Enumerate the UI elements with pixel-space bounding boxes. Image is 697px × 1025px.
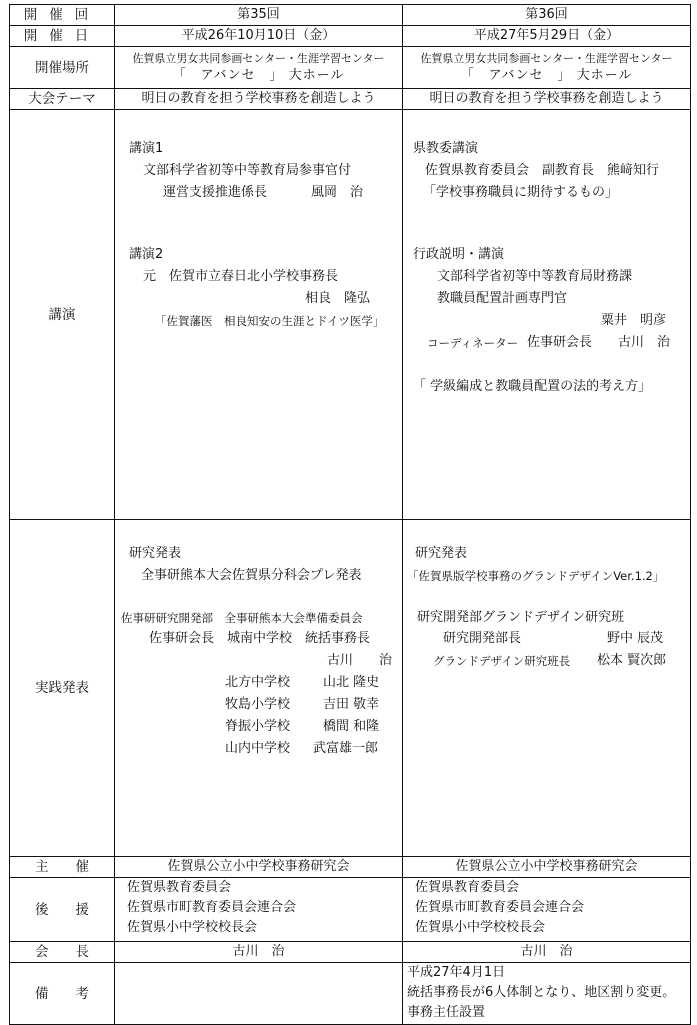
lecture-36	[403, 110, 691, 520]
lecture-36-l2-topic: 「 学級編成と教職員配置の法的考え方」	[413, 379, 652, 394]
host-36: 佐賀県公立小中学校事務研究会	[403, 857, 691, 878]
practice-36-group: 研究開発部グランドデザイン研究班	[417, 610, 625, 625]
lecture-35-l1-line1: 文部科学省初等中等教育局参事官付	[143, 163, 352, 178]
chair-35: 古川 治	[115, 942, 403, 963]
support-36-item: 佐賀県小中学校校長会	[415, 920, 546, 935]
label-theme: 大会テーマ	[10, 89, 115, 110]
date-35: 平成26年10月10日（金）	[115, 26, 403, 47]
lecture-36-l1-title: 県教委講演	[413, 141, 479, 156]
lecture-35-l1-title: 講演1	[129, 141, 164, 156]
label-practice: 実践発表	[10, 520, 115, 857]
lecture-36-l2-line1: 文部科学省初等中等教育局財務課	[437, 269, 633, 284]
label-date-text: 開催日	[23, 28, 101, 44]
label-lecture: 講演	[10, 110, 115, 520]
row-date	[10, 26, 691, 47]
label-venue: 開催場所	[10, 47, 115, 89]
row-host	[10, 857, 691, 878]
label-remarks: 備 考	[10, 963, 115, 1025]
practice-35-member-name: 吉田 敬幸	[323, 697, 380, 712]
practice-36	[403, 520, 691, 857]
remarks-36	[403, 963, 691, 1025]
support-35-item: 佐賀県小中学校校長会	[127, 920, 258, 935]
theme-35: 明日の教育を担う学校事務を創造しよう	[115, 89, 403, 110]
lecture-35-l2-name: 相良 隆弘	[305, 291, 371, 306]
lecture-36-coord: 佐事研会長 古川 治	[527, 335, 671, 350]
practice-36-topic: 「佐賀県版学校事務のグランドデザインVer.1.2」	[407, 569, 665, 583]
practice-35-member-school: 牧島小学校	[225, 697, 291, 712]
venue-36-line2: 「 アバンセ 」 大ホール	[460, 68, 633, 83]
practice-35-group: 佐事研研究開発部 全事研熊本大会準備委員会	[121, 611, 363, 625]
practice-36-row1-role: 研究開発部長	[443, 631, 522, 646]
remarks-36-line: 平成27年4月1日	[407, 965, 506, 980]
row-session	[10, 5, 691, 26]
practice-35-member-school: 脊振小学校	[225, 719, 291, 734]
venue-36	[403, 47, 691, 89]
practice-36-row2-role: グランドデザイン研究班長	[433, 654, 571, 668]
lecture-35-l1-name: 風岡 治	[311, 185, 364, 200]
lecture-35-l2-line1: 元 佐賀市立春日北小学校事務長	[143, 269, 339, 284]
row-chair	[10, 942, 691, 963]
support-36-item: 佐賀県教育委員会	[415, 880, 520, 895]
row-theme	[10, 89, 691, 110]
chair-36: 古川 治	[403, 942, 691, 963]
practice-36-title: 研究発表	[415, 546, 468, 561]
event-comparison-table-wrap	[9, 4, 690, 1025]
session-36: 第36回	[403, 5, 691, 26]
row-support	[10, 878, 691, 942]
practice-35-row1-name: 古川 治	[327, 653, 393, 668]
support-35	[115, 878, 403, 942]
remarks-36-line: 事務主任設置	[407, 1005, 486, 1020]
row-venue	[10, 47, 691, 89]
lecture-36-coord-role: コーディネーター	[427, 336, 519, 350]
lecture-35-l2-topic: 「佐賀藩医 相良知安の生涯とドイツ医学」	[155, 314, 385, 328]
venue-36-line1: 佐賀県立男女共同参画センター・生涯学習センター	[420, 52, 673, 65]
practice-35	[115, 520, 403, 857]
lecture-36-l1-line1: 佐賀県教育委員会 副教育長 熊﨑知行	[425, 163, 660, 178]
label-session-text: 開催回	[23, 7, 101, 23]
practice-35-member-school: 北方中学校	[225, 675, 291, 690]
remarks-35	[115, 963, 403, 1025]
practice-35-member-name: 武富雄一郎	[313, 741, 379, 756]
practice-35-member-school: 山内中学校	[225, 741, 291, 756]
date-36: 平成27年5月29日（金）	[403, 26, 691, 47]
host-35: 佐賀県公立小中学校事務研究会	[115, 857, 403, 878]
lecture-36-l2-line2: 教職員配置計画専門官	[437, 291, 568, 306]
lecture-35-l2-title: 講演2	[129, 247, 164, 262]
lecture-36-l2-title: 行政説明・講演	[413, 247, 505, 262]
row-practice	[10, 520, 691, 857]
support-36-item: 佐賀県市町教育委員会連合会	[415, 900, 585, 915]
label-session	[10, 5, 115, 26]
label-host: 主 催	[10, 857, 115, 878]
support-35-item: 佐賀県市町教育委員会連合会	[127, 900, 297, 915]
venue-35	[115, 47, 403, 89]
practice-35-row1: 佐事研会長 城南中学校 統括事務長	[149, 631, 371, 646]
row-lecture	[10, 110, 691, 520]
row-remarks	[10, 963, 691, 1025]
label-chair: 会 長	[10, 942, 115, 963]
practice-35-member-name: 橋間 和隆	[323, 719, 380, 734]
lecture-35	[115, 110, 403, 520]
event-comparison-table	[9, 4, 691, 1025]
venue-35-line2: 「 アバンセ 」 大ホール	[172, 68, 345, 83]
lecture-36-l2-name: 粟井 明彦	[601, 313, 667, 328]
practice-35-topic: 全事研熊本大会佐賀県分科会プレ発表	[141, 568, 362, 583]
practice-35-member-name: 山北 隆史	[323, 675, 380, 690]
support-36	[403, 878, 691, 942]
venue-35-line1: 佐賀県立男女共同参画センター・生涯学習センター	[132, 52, 385, 65]
label-support: 後 援	[10, 878, 115, 942]
support-35-item: 佐賀県教育委員会	[127, 880, 232, 895]
practice-35-title: 研究発表	[129, 546, 182, 561]
label-date	[10, 26, 115, 47]
practice-36-row1-name: 野中 辰茂	[607, 631, 664, 646]
lecture-36-l1-topic: 「学校事務職員に期待するもの」	[423, 185, 619, 200]
practice-36-row2-name: 松本 賢次郎	[597, 653, 667, 668]
session-35: 第35回	[115, 5, 403, 26]
remarks-36-line: 統括事務長が6人体制となり、地区割り変更。	[407, 985, 676, 1000]
theme-36: 明日の教育を担う学校事務を創造しよう	[403, 89, 691, 110]
lecture-35-l1-line2: 運営支援推進係長	[163, 185, 268, 200]
